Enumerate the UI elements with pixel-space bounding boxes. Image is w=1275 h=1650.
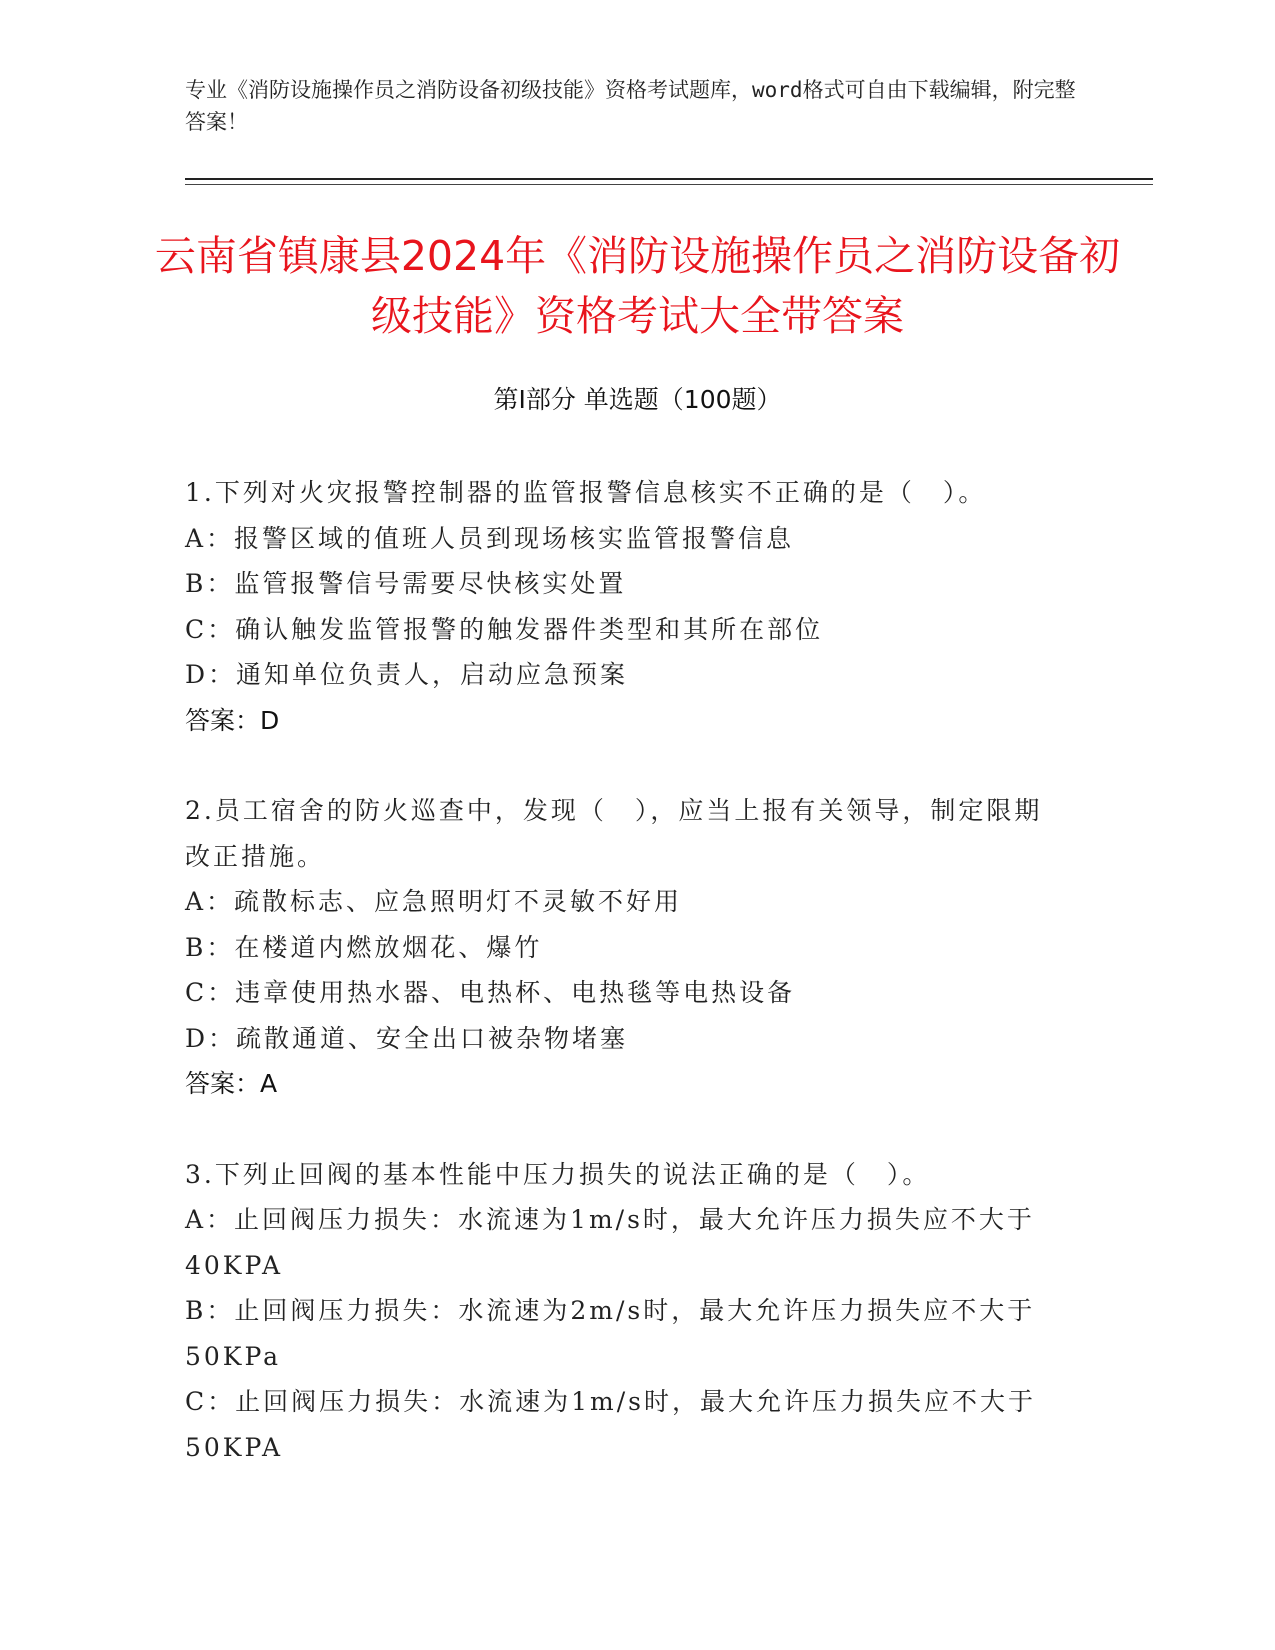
option-d: D：疏散通道、安全出口被杂物堵塞 <box>185 1023 629 1053</box>
option-c: C：违章使用热水器、电热杯、电热毯等电热设备 <box>185 978 796 1007</box>
question-stem: 3.下列止回阀的基本性能中压力损失的说法正确的是（ ）。 <box>185 1159 931 1189</box>
option-c: C：止回阀压力损失：水流速为1m/s时，最大允许压力损失应不大于50KPA <box>185 1387 1036 1462</box>
option-a: A：止回阀压力损失：水流速为1m/s时，最大允许压力损失应不大于40KPA <box>185 1205 1035 1280</box>
answer-line: 答案：D <box>185 705 280 735</box>
header-note: 专业《消防设施操作员之消防设备初级技能》资格考试题库，word格式可自由下载编辑，附完整答案！ <box>185 78 1076 134</box>
section-heading: 第Ⅰ部分 单选题（100题） <box>493 385 782 414</box>
option-c: C：确认触发监管报警的触发器件类型和其所在部位 <box>185 614 824 644</box>
question-3 <box>185 1152 1065 1471</box>
answer-line: 答案：A <box>185 1069 278 1098</box>
document-title: 云南省镇康县2024年《消防设施操作员之消防设备初级技能》资格考试大全带答案 <box>154 232 1121 340</box>
question-stem: 1.下列对火灾报警控制器的监管报警信息核实不正确的是（ ）。 <box>185 478 987 507</box>
question-1 <box>185 470 1065 743</box>
header-rule-thin <box>185 184 1153 185</box>
option-a: A：报警区域的值班人员到现场核实监管报警信息 <box>185 523 795 553</box>
question-list <box>185 470 1065 1515</box>
option-b: B：在楼道内燃放烟花、爆竹 <box>185 932 543 962</box>
question-stem: 2.员工宿舍的防火巡查中，发现（ ），应当上报有关领导，制定限期改正措施。 <box>185 796 1043 871</box>
option-b: B：止回阀压力损失：水流速为2m/s时，最大允许压力损失应不大于50KPa <box>185 1296 1036 1371</box>
question-2 <box>185 788 1065 1107</box>
option-b: B：监管报警信号需要尽快核实处置 <box>185 569 627 598</box>
option-d: D：通知单位负责人，启动应急预案 <box>185 660 629 689</box>
header-rule-thick <box>185 178 1153 180</box>
option-a: A：疏散标志、应急照明灯不灵敏不好用 <box>185 887 683 916</box>
